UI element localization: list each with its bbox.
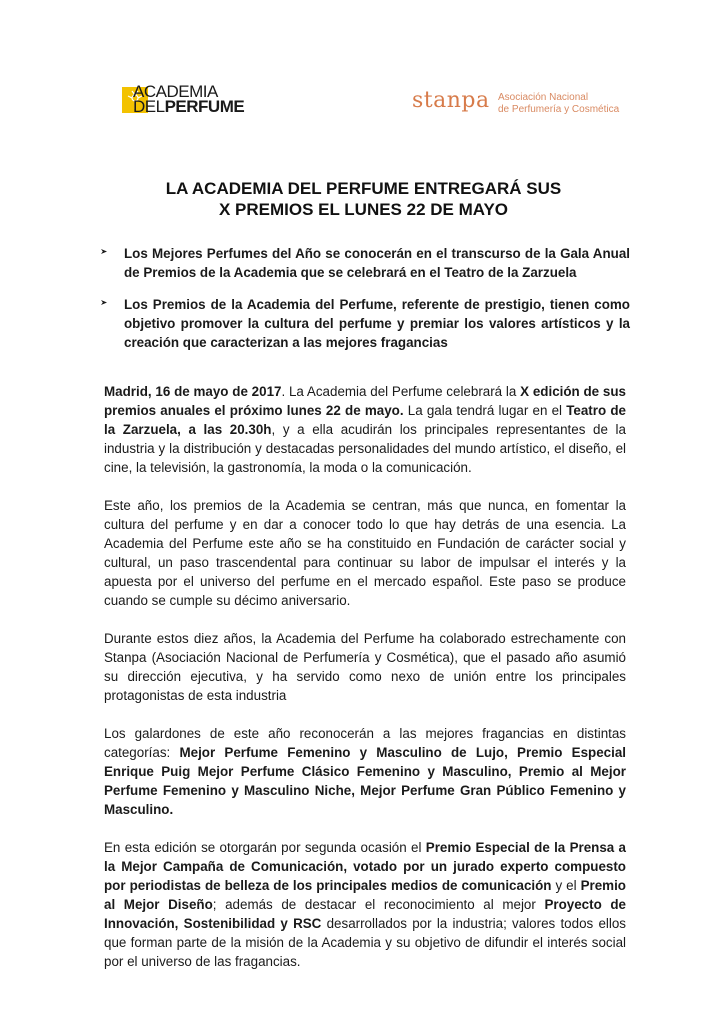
paragraph-intro: Madrid, 16 de mayo de 2017. La Academia del Perfume celebrará la X edición de sus premios anuales el próximo lunes 22 de mayo. La gala tendrá lugar en el Teatro de la Zarzuela, a las 20.30h, y a ella acudirán los principales representantes de la industria y la distribución y destacadas personalidades del mundo artístico, el diseño, el cine, la televisión, la gastronomía, la moda o la comunicación. xyxy=(104,384,626,475)
title-line-1: LA ACADEMIA DEL PERFUME ENTREGARÁ SUS xyxy=(165,179,562,198)
academia-del-perfume-logo xyxy=(122,84,282,118)
arrow-bullet-icon xyxy=(101,249,108,254)
highlight-text: Los Mejores Perfumes del Año se conocerán en el transcurso de la Gala Anual de Premios de la Academia que se celebrará en el Teatro de la Zarzuela xyxy=(124,246,630,280)
highlights-list xyxy=(100,244,630,352)
arrow-bullet-icon xyxy=(101,300,108,305)
highlight-item xyxy=(100,295,630,352)
press-release-body xyxy=(104,382,626,990)
highlight-text: Los Premios de la Academia del Perfume, referente de prestigio, tienen como objetivo promover la cultura del perfume y premiar los valores artísticos y la creación que caracterizan a las mejores fragancias xyxy=(124,297,630,350)
paragraph-special-awards: En esta edición se otorgarán por segunda ocasión el Premio Especial de la Prensa a la Mejor Campaña de Comunicación, votado por un jurado experto compuesto por periodistas de belleza de los principales medios de comunicación y el Premio al Mejor Diseño; además de destacar el reconocimiento al mejor Proyecto de Innovación, Sostenibilidad y RSC desarrollados por la industria; valores todos ellos que forman parte de la misión de la Academia y su objetivo de difundir el interés social por el universo de las fragancias. xyxy=(104,840,626,969)
stanpa-logo xyxy=(412,88,622,118)
paragraph-focus: Este año, los premios de la Academia se centran, más que nunca, en fomentar la cultura del perfume y en dar a conocer todo lo que hay detrás de una esencia. La Academia del Perfume este año se ha constituido en Fundación de carácter social y cultural, un paso trascendental para continuar su labor de impulsar el interés y la apuesta por el universo del perfume en el mercado español. Este paso se produce cuando se cumple su décimo aniversario. xyxy=(104,498,626,608)
title-line-2: X PREMIOS EL LUNES 22 DE MAYO xyxy=(218,200,509,219)
logo-text-academia: ACADEMIA xyxy=(133,82,218,101)
stanpa-subtitle-line2: de Perfumería y Cosmética xyxy=(498,104,620,115)
highlight-item xyxy=(100,244,630,282)
stanpa-subtitle-line1: Asociación Nacional xyxy=(498,92,589,103)
press-release-title xyxy=(0,178,727,220)
logo-text-del-perfume: DELPERFUME xyxy=(133,97,245,116)
stanpa-wordmark: stanpa xyxy=(412,88,490,113)
paragraph-categories: Los galardones de este año reconocerán a las mejores fragancias en distintas categorías: Mejor Perfume Femenino y Masculino de Lujo, Premio Especial Enrique Puig Mejor Perfume Clásico Femenino y Masculino, Premio al Mejor Perfume Femenino y Masculino Niche, Mejor Perfume Gran Público Femenino y Masculino. xyxy=(104,726,626,817)
paragraph-stanpa: Durante estos diez años, la Academia del Perfume ha colaborado estrechamente con Stanpa (Asociación Nacional de Perfumería y Cosmética), que el pasado año asumió su dirección ejecutiva, y ha servido como nexo de unión entre los principales protagonistas de esta industria xyxy=(104,631,626,703)
